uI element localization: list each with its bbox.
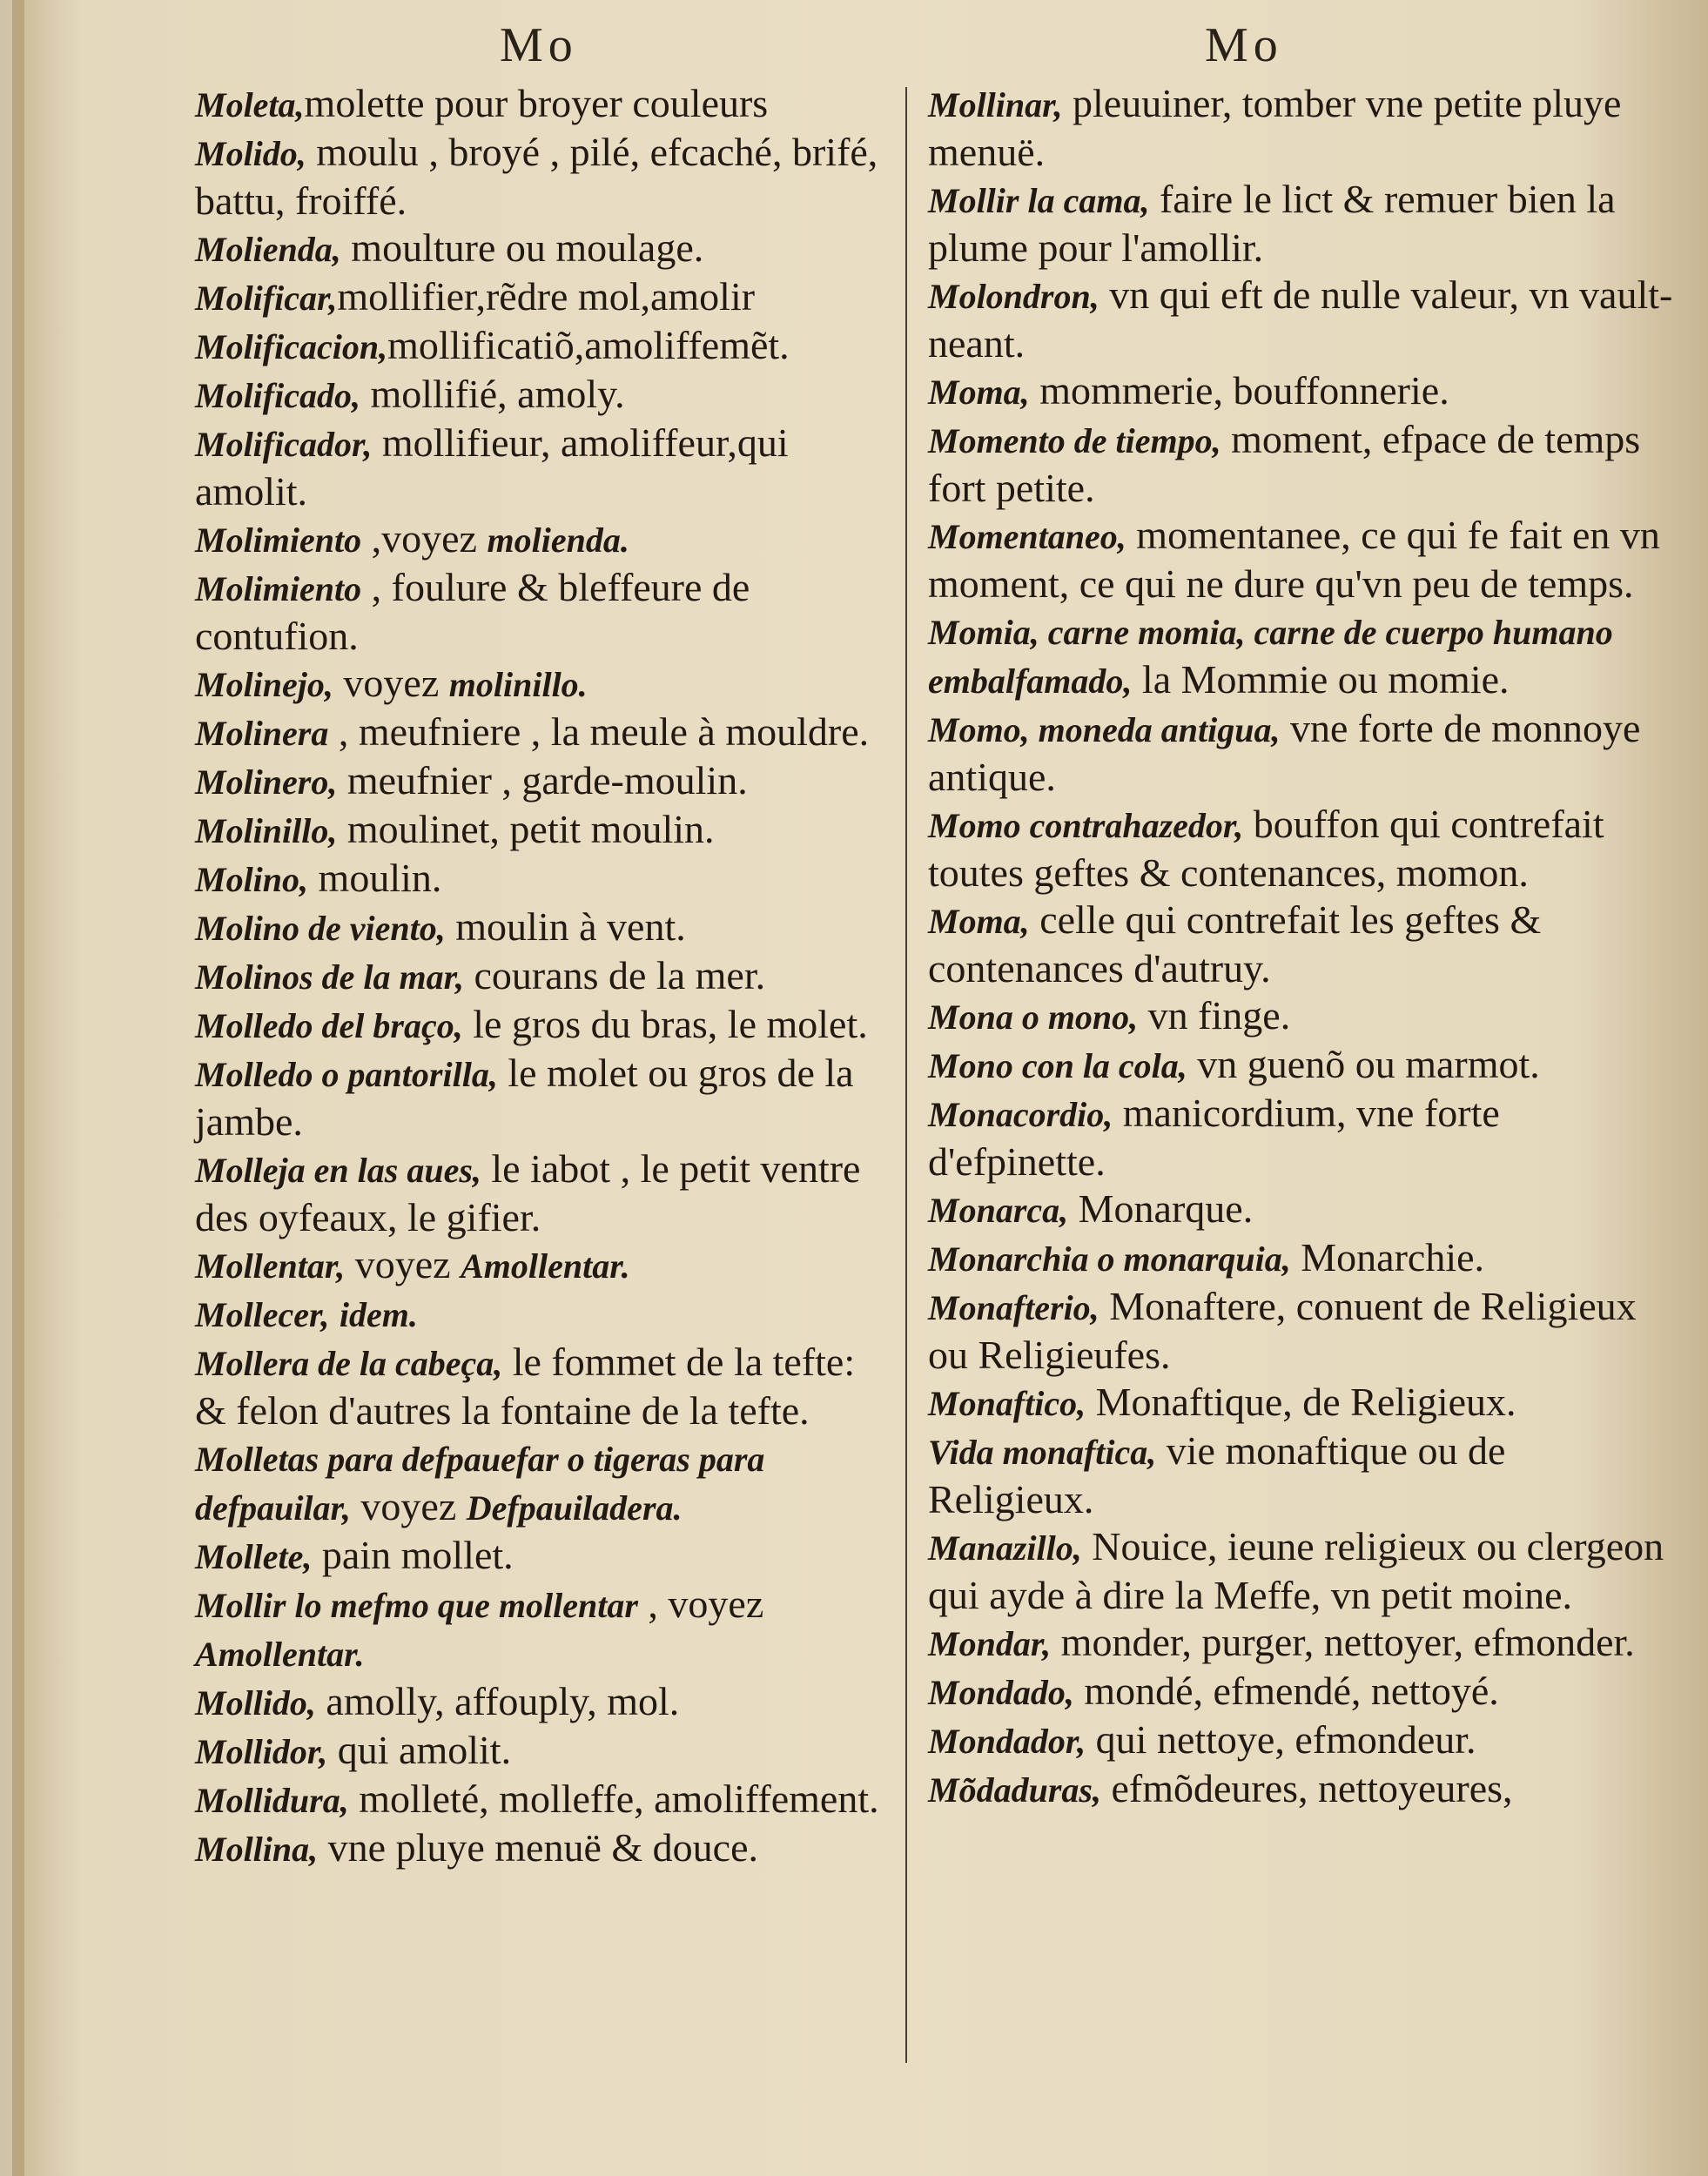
entry-cross-reference: molienda. bbox=[487, 520, 629, 560]
entry-definition: voyez bbox=[345, 1242, 461, 1286]
entry-headword: Molido, bbox=[195, 134, 306, 173]
entry-definition: faire le lict & remuer bien la plume pour l'amollir. bbox=[928, 177, 1616, 270]
dictionary-entry bbox=[195, 952, 891, 1001]
entry-headword: Mollido, bbox=[195, 1683, 316, 1723]
dictionary-entry bbox=[928, 367, 1677, 416]
entry-definition: manicordium, vne forte d'efpinette. bbox=[928, 1091, 1500, 1184]
entry-headword: Monacordio, bbox=[928, 1095, 1113, 1134]
entry-headword: Mollidor, bbox=[195, 1732, 328, 1771]
entry-definition: ,voyez bbox=[361, 516, 488, 561]
dictionary-entry bbox=[195, 855, 891, 903]
entry-definition: moulinet, petit moulin. bbox=[337, 807, 715, 851]
dictionary-entry bbox=[928, 1765, 1677, 1814]
dictionary-entry bbox=[928, 1041, 1677, 1090]
entry-headword: Mondador, bbox=[928, 1722, 1086, 1761]
entry-headword: Molinillo, bbox=[195, 811, 338, 850]
dictionary-entry bbox=[195, 371, 891, 420]
entry-definition bbox=[329, 1291, 340, 1335]
entry-definition: mollifié, amoly. bbox=[360, 372, 625, 416]
entry-headword: Vida monaftica, bbox=[928, 1433, 1157, 1472]
dictionary-entry bbox=[195, 1776, 891, 1824]
entry-headword: Molinos de la mar, bbox=[195, 957, 464, 997]
dictionary-entry bbox=[928, 1716, 1677, 1765]
entry-headword: Molino, bbox=[195, 860, 309, 899]
entry-headword: Moma, bbox=[928, 373, 1030, 412]
entry-definition: Monaftere, conuent de Religieux ou Religieufes. bbox=[928, 1284, 1637, 1377]
entry-definition: molleté, molleffe, amoliffement. bbox=[348, 1776, 879, 1821]
dictionary-entry bbox=[195, 1290, 891, 1339]
entry-headword: Mondar, bbox=[928, 1624, 1052, 1663]
entry-definition: vie monaftique ou de Religieux. bbox=[928, 1428, 1506, 1521]
running-head-left: Mo bbox=[500, 18, 578, 72]
left-column bbox=[195, 80, 891, 1873]
dictionary-entry bbox=[195, 1339, 891, 1434]
entry-headword: Moleta, bbox=[195, 85, 305, 124]
entry-definition: voyez bbox=[333, 661, 449, 705]
entry-headword: Molimiento bbox=[195, 569, 362, 608]
entry-definition: mollificatiõ,amoliffemẽt. bbox=[387, 323, 790, 367]
dictionary-entry bbox=[195, 1241, 891, 1290]
entry-headword: Moma, bbox=[928, 902, 1030, 941]
dictionary-entry bbox=[928, 176, 1677, 272]
dictionary-entry bbox=[195, 515, 891, 564]
column-divider bbox=[905, 87, 907, 2063]
dictionary-entry bbox=[928, 897, 1677, 992]
entry-definition: vne forte de monnoye antique. bbox=[928, 706, 1641, 799]
entry-headword: Mollera de la cabeça, bbox=[195, 1344, 503, 1383]
right-column bbox=[928, 80, 1677, 1814]
dictionary-entry bbox=[928, 80, 1677, 176]
entry-definition: pain mollet. bbox=[312, 1533, 514, 1577]
entry-definition: , meufniere , la meule à mouldre. bbox=[328, 709, 870, 754]
dictionary-entry bbox=[195, 757, 891, 806]
entry-headword: Molificado, bbox=[195, 376, 360, 415]
entry-headword: Molienda, bbox=[195, 230, 341, 269]
entry-definition: voyez bbox=[350, 1484, 467, 1528]
dictionary-entry bbox=[195, 709, 891, 757]
dictionary-entry bbox=[928, 416, 1677, 512]
entry-headword: Monarca, bbox=[928, 1191, 1069, 1230]
entry-definition: moment, efpace de temps fort petite. bbox=[928, 417, 1641, 510]
dictionary-entry bbox=[928, 1523, 1677, 1619]
entry-headword: Mono con la cola, bbox=[928, 1046, 1187, 1085]
entry-definition: monder, purger, nettoyer, efmonder. bbox=[1051, 1620, 1635, 1664]
dictionary-entry bbox=[195, 80, 891, 129]
dictionary-entry bbox=[928, 512, 1677, 608]
dictionary-entry bbox=[195, 903, 891, 952]
dictionary-entry bbox=[195, 806, 891, 855]
dictionary-entry bbox=[195, 420, 891, 515]
running-head-right: Mo bbox=[1205, 18, 1283, 72]
entry-headword: Molificacion, bbox=[195, 327, 388, 366]
entry-definition: Monaftique, de Religieux. bbox=[1086, 1380, 1516, 1424]
entry-headword: Manazillo, bbox=[928, 1528, 1082, 1568]
entry-definition: vn finge. bbox=[1138, 993, 1291, 1038]
entry-headword: Mõdaduras, bbox=[928, 1770, 1101, 1810]
dictionary-entry bbox=[928, 1283, 1677, 1379]
entry-definition: le fommet de la tefte: & felon d'autres la fontaine de la tefte. bbox=[195, 1340, 856, 1433]
dictionary-entry bbox=[928, 1185, 1677, 1234]
entry-definition: Monarque. bbox=[1068, 1186, 1254, 1231]
entry-headword: Molino de viento, bbox=[195, 909, 446, 948]
entry-definition: celle qui contrefait les geftes & contenances d'autruy. bbox=[928, 897, 1542, 991]
entry-definition: qui amolit. bbox=[327, 1728, 512, 1772]
entry-definition: mollifier,rẽdre mol,amolir bbox=[337, 274, 756, 319]
entry-headword: Molledo del braço, bbox=[195, 1006, 463, 1045]
entry-headword: Mollina, bbox=[195, 1830, 319, 1869]
entry-headword: Molificador, bbox=[195, 425, 373, 464]
entry-definition: le iabot , le petit ventre des oyfeaux, le gifier. bbox=[195, 1146, 861, 1239]
entry-headword: Momento de tiempo, bbox=[928, 421, 1221, 460]
entry-headword: Molinera bbox=[195, 714, 329, 753]
entry-definition: moulin à vent. bbox=[445, 904, 686, 949]
dictionary-entry bbox=[195, 1678, 891, 1727]
entry-definition: qui nettoye, efmondeur. bbox=[1086, 1717, 1476, 1762]
dictionary-entry bbox=[195, 1581, 891, 1678]
entry-definition: , foulure & bleffeure de contufion. bbox=[195, 565, 750, 658]
entry-headword: Monafterio, bbox=[928, 1288, 1099, 1327]
entry-headword: Molinero, bbox=[195, 762, 338, 802]
entry-headword: Molificar, bbox=[195, 279, 338, 318]
entry-headword: Mollinar, bbox=[928, 85, 1063, 124]
entry-definition: Monarchie. bbox=[1290, 1235, 1485, 1279]
entry-definition: vn guenõ ou marmot. bbox=[1187, 1042, 1540, 1086]
dictionary-entry bbox=[195, 1001, 891, 1050]
dictionary-entry bbox=[928, 801, 1677, 897]
entry-cross-reference: Amollentar. bbox=[195, 1635, 365, 1674]
entry-definition: bouffon qui contrefait toutes geftes & contenances, momon. bbox=[928, 802, 1604, 895]
entry-definition: moulu , broyé , pilé, efcaché, brifé, battu, froiffé. bbox=[195, 130, 878, 223]
entry-definition: amolly, affouply, mol. bbox=[315, 1679, 680, 1723]
entry-definition: la Mommie ou momie. bbox=[1132, 657, 1510, 702]
entry-headword: Monaftico, bbox=[928, 1384, 1086, 1423]
entry-definition: moulture ou moulage. bbox=[340, 225, 704, 270]
entry-definition: mommerie, bouffonnerie. bbox=[1029, 368, 1449, 413]
entry-headword: Molinejo, bbox=[195, 665, 333, 704]
entry-headword: Mollidura, bbox=[195, 1781, 349, 1820]
entry-headword: Mollentar, bbox=[195, 1246, 346, 1286]
dictionary-entry bbox=[928, 272, 1677, 367]
dictionary-entry bbox=[928, 1234, 1677, 1283]
entry-definition: molette pour broyer couleurs bbox=[304, 81, 769, 125]
entry-headword: Mona o mono, bbox=[928, 997, 1139, 1037]
entry-headword: Mollecer, bbox=[195, 1295, 330, 1334]
entry-headword: Molimiento bbox=[195, 520, 362, 560]
book-page bbox=[12, 0, 1708, 2176]
dictionary-entry bbox=[195, 1824, 891, 1873]
entry-cross-reference: Defpauiladera. bbox=[466, 1488, 683, 1528]
entry-headword: Monarchia o monarquia, bbox=[928, 1239, 1291, 1279]
entry-headword: Mondado, bbox=[928, 1673, 1074, 1712]
dictionary-entry bbox=[195, 1145, 891, 1241]
entry-cross-reference: Amollentar. bbox=[461, 1246, 630, 1286]
dictionary-entry bbox=[928, 1668, 1677, 1716]
dictionary-entry bbox=[195, 1050, 891, 1145]
dictionary-entry bbox=[928, 1379, 1677, 1427]
entry-definition: vn qui eft de nulle valeur, vn vault-neant. bbox=[928, 272, 1673, 366]
entry-headword: Mollir la cama, bbox=[928, 181, 1150, 220]
entry-headword: Momo, moneda antigua, bbox=[928, 710, 1281, 749]
dictionary-entry bbox=[195, 660, 891, 709]
entry-headword: Momo contrahazedor, bbox=[928, 806, 1244, 845]
entry-headword: Molleja en las aues, bbox=[195, 1151, 481, 1190]
dictionary-entry bbox=[928, 1090, 1677, 1185]
dictionary-entry bbox=[195, 1532, 891, 1581]
entry-cross-reference: molinillo. bbox=[448, 665, 588, 704]
dictionary-entry bbox=[195, 273, 891, 322]
entry-definition: mollifieur, amoliffeur,qui amolit. bbox=[195, 420, 789, 514]
entry-headword: Molletas para defpauefar o tigeras para defpauilar, bbox=[195, 1440, 765, 1528]
dictionary-entry bbox=[195, 564, 891, 660]
entry-definition: meufnier , garde-moulin. bbox=[337, 758, 748, 803]
entry-definition: mondé, efmendé, nettoyé. bbox=[1073, 1669, 1499, 1713]
entry-definition: le molet ou gros de la jambe. bbox=[195, 1051, 854, 1144]
entry-definition: le gros du bras, le molet. bbox=[462, 1002, 868, 1046]
dictionary-entry bbox=[928, 992, 1677, 1041]
dictionary-entry bbox=[195, 225, 891, 273]
entry-definition: moulin. bbox=[308, 856, 442, 900]
entry-definition: Nouice, ieune religieux ou clergeon qui ayde à dire la Meffe, vn petit moine. bbox=[928, 1524, 1664, 1617]
dictionary-entry bbox=[195, 322, 891, 371]
entry-headword: Momentaneo, bbox=[928, 517, 1126, 556]
dictionary-entry bbox=[928, 705, 1677, 801]
entry-headword: Momia, carne momia, carne de cuerpo humano embalfamado, bbox=[928, 613, 1613, 701]
entry-headword: Molledo o pantorilla, bbox=[195, 1055, 498, 1094]
entry-cross-reference: idem. bbox=[339, 1295, 418, 1334]
dictionary-entry bbox=[195, 1434, 891, 1532]
entry-headword: Mollete, bbox=[195, 1537, 313, 1576]
dictionary-entry bbox=[928, 608, 1677, 705]
dictionary-entry bbox=[928, 1619, 1677, 1668]
dictionary-entry bbox=[195, 1727, 891, 1776]
dictionary-entry bbox=[195, 129, 891, 225]
entry-definition: pleuuiner, tomber vne petite pluye menuë. bbox=[928, 81, 1622, 174]
entry-definition: efmõdeures, nettoyeures, bbox=[1100, 1766, 1513, 1810]
entry-headword: Molondron, bbox=[928, 277, 1099, 316]
page-edge bbox=[12, 0, 24, 2176]
entry-definition: , voyez bbox=[637, 1582, 764, 1626]
entry-definition: momentanee, ce qui fe fait en vn moment, ce qui ne dure qu'vn peu de temps. bbox=[928, 513, 1660, 606]
entry-headword: Mollir lo mefmo que mollentar bbox=[195, 1586, 638, 1625]
entry-definition: vne pluye menuë & douce. bbox=[318, 1825, 758, 1870]
dictionary-entry bbox=[928, 1427, 1677, 1523]
entry-definition: courans de la mer. bbox=[463, 953, 766, 997]
